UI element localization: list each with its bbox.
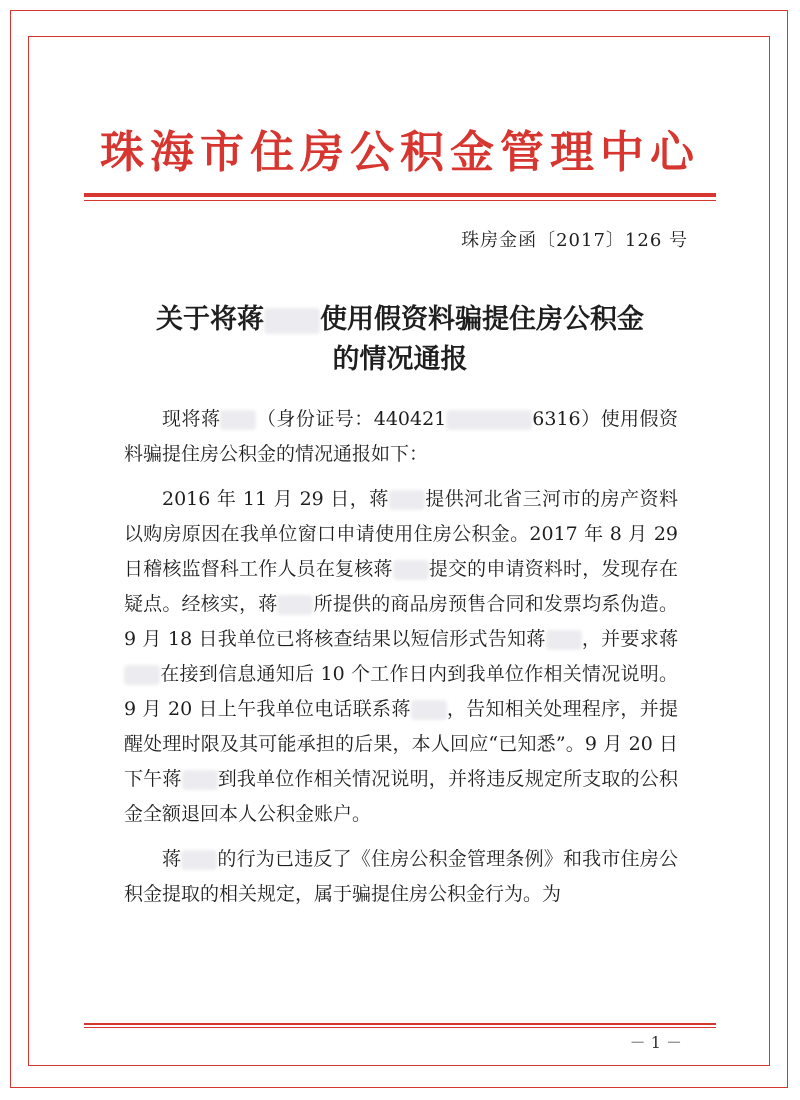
paragraph-2 [124, 482, 678, 832]
redacted-name [181, 850, 217, 870]
text-run: 所提供的商品房预售合同和发票均系伪造。9 月 18 日我单位已将核查结果以短信形式告知蒋 [124, 593, 678, 650]
paragraph-3 [124, 842, 678, 912]
text-run: ，告知相关处理程序，并提醒处理时限及其可能承担的后果，本人回应“已知悉”。9 月 20 日下午蒋 [124, 698, 678, 790]
paragraph-1 [124, 402, 678, 472]
text-run: 6316）使用假资料骗提住房公积金的情况通报如下： [124, 408, 678, 465]
title-line-1 [0, 300, 800, 340]
header-rule-thick [84, 193, 716, 197]
text-run: 现将蒋 [162, 408, 221, 430]
redacted-name [124, 665, 160, 685]
redacted-name [182, 770, 218, 790]
title-line-2: 的情况通报 [332, 344, 468, 375]
title-line1-post: 使用假资料骗提住房公积金 [320, 304, 644, 335]
redacted-name [389, 490, 425, 510]
footer-rule-thick [84, 1023, 716, 1025]
document-title [0, 300, 800, 380]
redacted-name [277, 595, 313, 615]
title-line1-pre: 关于将蒋 [156, 304, 264, 335]
redacted-id-digits [446, 410, 532, 430]
text-run: 提供河北省三河市的房产资料以购房原因在我单位窗口申请使用住房公积金。2017 年 8 月 29 日稽核监督科工作人员在复核蒋 [124, 488, 678, 580]
text-run: 提交的申请资料时，发现存在疑点。经核实，蒋 [124, 558, 678, 615]
text-run: 的行为已违反了《住房公积金管理条例》和我市住房公积金提取的相关规定，属于骗提住房公积金行为。为 [124, 848, 678, 905]
text-run: 蒋 [162, 848, 182, 870]
text-run: （身份证号：440421 [256, 408, 447, 430]
redacted-name [264, 308, 320, 334]
text-run: 在接到信息通知后 10 个工作日内到我单位作相关情况说明。9 月 20 日上午我单位电话联系蒋 [124, 663, 678, 720]
org-header: 珠海市住房公积金管理中心 [100, 127, 700, 178]
redacted-name [393, 560, 429, 580]
text-run: 到我单位作相关情况说明，并将违反规定所支取的公积金全额退回本人公积金账户。 [124, 768, 678, 825]
redacted-name [546, 630, 582, 650]
redacted-name [411, 700, 447, 720]
text-run: 2016 年 11 月 29 日，蒋 [162, 488, 389, 510]
footer-rule-thin [84, 1027, 716, 1028]
header-rule-thin [84, 200, 716, 201]
text-run: ，并要求蒋 [581, 628, 678, 650]
redacted-name [220, 410, 256, 430]
document-number: 珠房金函〔2017〕126 号 [461, 230, 688, 251]
page-number: － 1 － [629, 1033, 682, 1052]
document-body [124, 402, 678, 922]
